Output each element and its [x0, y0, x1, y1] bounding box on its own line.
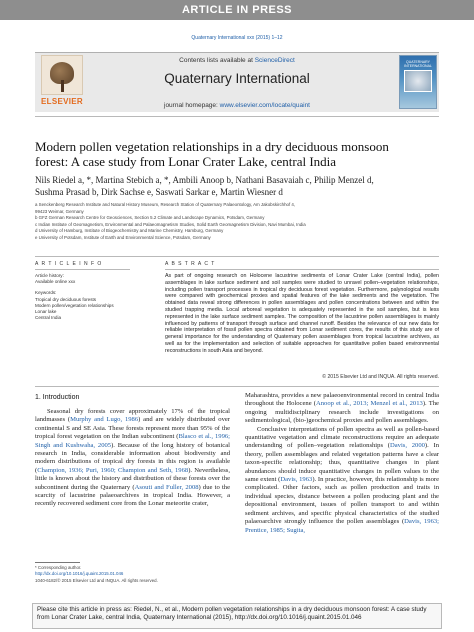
article-info: [35, 273, 130, 321]
section-title: Introduction: [42, 394, 80, 401]
keywords-label: Keywords:: [35, 290, 57, 296]
journal-cover-image[interactable]: [399, 55, 437, 109]
affiliation-line: a Senckenberg Research Institute and Natural History Museum, Research Station of Quaternary Palaeontology, Am Jakobskirchhof 4,: [35, 202, 296, 207]
homepage-prefix: journal homepage:: [164, 102, 218, 109]
article-in-press-banner: ARTICLE IN PRESS: [0, 0, 474, 20]
cover-picture: [404, 70, 432, 92]
info-sub-divider: [35, 269, 130, 270]
abstract-sub-divider: [165, 269, 439, 270]
abstract-heading: A B S T R A C T: [165, 261, 216, 267]
abstract-text: As part of ongoing research on Holocene lacustrine sediments of Lonar Crater Lake (central India), pollen assemblages in lake surface sediment and soil samples were studied to unravel pollen–vegetation relationships, including pollen transport processes in tropical dry deciduous forest vegetation. Furthermore, palynological results were compared with geochemical proxies and spatial features of the lake sediments and the vegetation. The obtained data reveal strong differences in pollen assemblages and pollen concentrations between and within the studied trapping media. Local arboreal vegetation is adequately represented in the soil samples, but is less represented in the lake surface sediment samples. The composition of the lacustrine pollen assemblages is mainly influenced by patterns of transport through surface and channel runoff. Besides the relevance of our new data for reliable interpretation of fossil pollen spectra obtained from Lonar sediment cores, the results of this study are of general importance for the understanding of Quaternary pollen assemblages from tropical lacustrine archives, as well as for the implementation and selection of suitable approaches for quantitative pollen based environmental reconstructions in south Asia and beyond.: [165, 273, 439, 354]
copyright-line: © 2015 Elsevier Ltd and INQUA. All rights reserved.: [322, 374, 439, 380]
affiliation-line: d University of Hamburg, Institute of Biogeochemistry and Marine Chemistry, Hamburg, Germany: [35, 228, 224, 233]
body-text: ). Nevertheless, little is known about the history and distribution of these forests over the subcontinent during the Quaternary (: [35, 466, 230, 491]
authors-line-1: Nils Riedel a, *, Martina Stebich a, *, Ambili Anoop b, Nathani Basavaiah c, Philip Menzel d,: [35, 175, 374, 185]
issn-line: 1040-6182/© 2015 Elsevier Ltd and INQUA. All rights reserved.: [35, 577, 158, 583]
author-list: [35, 174, 435, 198]
reference-link[interactable]: Asouti and Fuller, 2008: [134, 483, 199, 491]
footnotes: [35, 565, 235, 584]
keyword: Central India: [35, 315, 62, 321]
section-number: 1.: [35, 394, 41, 401]
body-text: Conclusive interpretations of pollen spectra as well as pollen-based quantitative vegetation and climate reconstructions require an adequate understanding of pollen–vegetation relationships (: [245, 425, 439, 450]
homepage-line: [35, 102, 439, 109]
section-heading: [35, 394, 79, 401]
reference-link[interactable]: Davis, 2000: [389, 442, 425, 450]
reference-link[interactable]: Davis, 1963: [280, 476, 313, 484]
affiliation-line: b GFZ German Research Centre for Geosciences, Section 5.2 Climate and Landscape Dynamics, Potsdam, Germany: [35, 215, 265, 220]
cite-this-article-box: Please cite this article in press as: Riedel, N., et al., Modern pollen vegetation relationships in a dry deciduous monsoon forest: A case study from Lonar Crater Lake, central India, Quaternary International (2015), http://dx.doi.org/10.1016/j.quaint.2015.01.046: [32, 603, 442, 629]
journal-citation[interactable]: Quaternary International xxx (2015) 1–12: [191, 35, 283, 41]
keyword: Modern pollen/vegetation relationships: [35, 302, 114, 308]
intro-paragraph: [245, 426, 439, 535]
publisher-name: ELSEVIER: [41, 97, 83, 106]
reference-link[interactable]: Davis, 1963; Prentice, 1985; Sugita,: [245, 518, 439, 534]
affiliation-line: c Indian Institute of Geomagnetism, Environmental and Palaeomagnetism Studies, Solid Earth Geomagnetism Division, Navi Mumbai, India: [35, 221, 306, 227]
header-divider: [35, 116, 439, 117]
article-title: Modern pollen vegetation relationships in a dry deciduous monsoon forest: A case study from Lonar Crater Lake, central India: [35, 139, 389, 169]
sciencedirect-link[interactable]: ScienceDirect: [254, 57, 295, 64]
body-text: ). In practice, however, this relationship is more complicated. Other factors, such as pollen production and traits in individual species, distance between a pollen producing plant and the depositional environment, issues of pollen transport to and within sediment archives, and specific physical characteristics of the studied palaeoarchive strongly influence the pollen assemblages (: [245, 476, 440, 526]
journal-name: Quaternary International: [164, 71, 310, 86]
body-text: Maharashtra, provides a new palaeoenvironmental record in central India throughout the Holocene (: [245, 392, 439, 408]
reference-link[interactable]: Blasco et al., 1996; Singh and Kushwaha, 2005: [35, 433, 230, 449]
authors-line-2: Sushma Prasad b, Dirk Sachse e, Saswati Sarkar e, Martin Wiesner d: [35, 187, 283, 197]
keyword: Lonar lake: [35, 309, 57, 315]
abstract-divider: [35, 386, 439, 387]
body-text: ) and are widely distributed over continental S and SE Asia. These forests represent more than 95% of the tropical forest vegetation on the Indian subcontinent (: [35, 416, 230, 441]
affiliations: [35, 202, 439, 241]
keyword: Tropical dry deciduous forests: [35, 296, 97, 302]
intro-paragraph: [245, 392, 439, 426]
reference-link[interactable]: Murphy and Lugo, 1986: [70, 416, 139, 424]
history-value: Available online xxx: [35, 279, 76, 285]
journal-header: [35, 52, 439, 112]
contents-prefix: Contents lists available at: [179, 57, 253, 64]
affiliation-line: 99423 Weimar, Germany: [35, 208, 84, 214]
intro-right-column: [245, 392, 439, 535]
corresponding-author-note: * Corresponding author.: [35, 565, 82, 570]
body-text: ) due to the scarcity of lacustrine palaeoarchives in tropical India. However, a recently recovered sediment core from the Lonar meteorite crater,: [35, 483, 230, 508]
body-text: ). In theory, pollen assemblages and related vegetation patterns have a clear taxon-specific relationship; thus, quantitative changes in plant abundances should induce quantitative changes in pollen values to the same extent (: [245, 442, 439, 484]
homepage-link[interactable]: www.elsevier.com/locate/quaint: [219, 102, 310, 109]
intro-left-column: [35, 408, 230, 509]
reference-link[interactable]: Champion, 1936; Puri, 1960; Champion and Seth, 1968: [37, 466, 189, 474]
footnote-rule: [35, 562, 80, 563]
history-label: Article history:: [35, 273, 64, 278]
article-info-heading: A R T I C L E I N F O: [35, 261, 103, 267]
reference-link[interactable]: Anoop et al., 2013; Menzel et al., 2013: [316, 400, 423, 408]
body-text: ). The ongoing multidisciplinary research include investigations on sedimentological, (bio-)geochemical proxies and pollen assemblages.: [245, 400, 439, 425]
body-text: ). Because of the long history of botanical research in India, considerable information about biodiversity and modern distributions of tropical dry forests in this region is available (: [35, 441, 230, 474]
affiliation-line: e University of Potsdam, Institute of Earth and Environmental Science, Potsdam, Germany: [35, 234, 211, 240]
info-divider: [35, 256, 439, 257]
body-text: Seasonal dry forests cover approximately 17% of the tropical landmasses (: [35, 408, 230, 424]
contents-line: [35, 57, 439, 64]
cover-title: QUATERNARY INTERNATIONAL: [404, 60, 432, 68]
doi-link[interactable]: http://dx.doi.org/10.1016/j.quaint.2015.01.046: [35, 571, 124, 577]
